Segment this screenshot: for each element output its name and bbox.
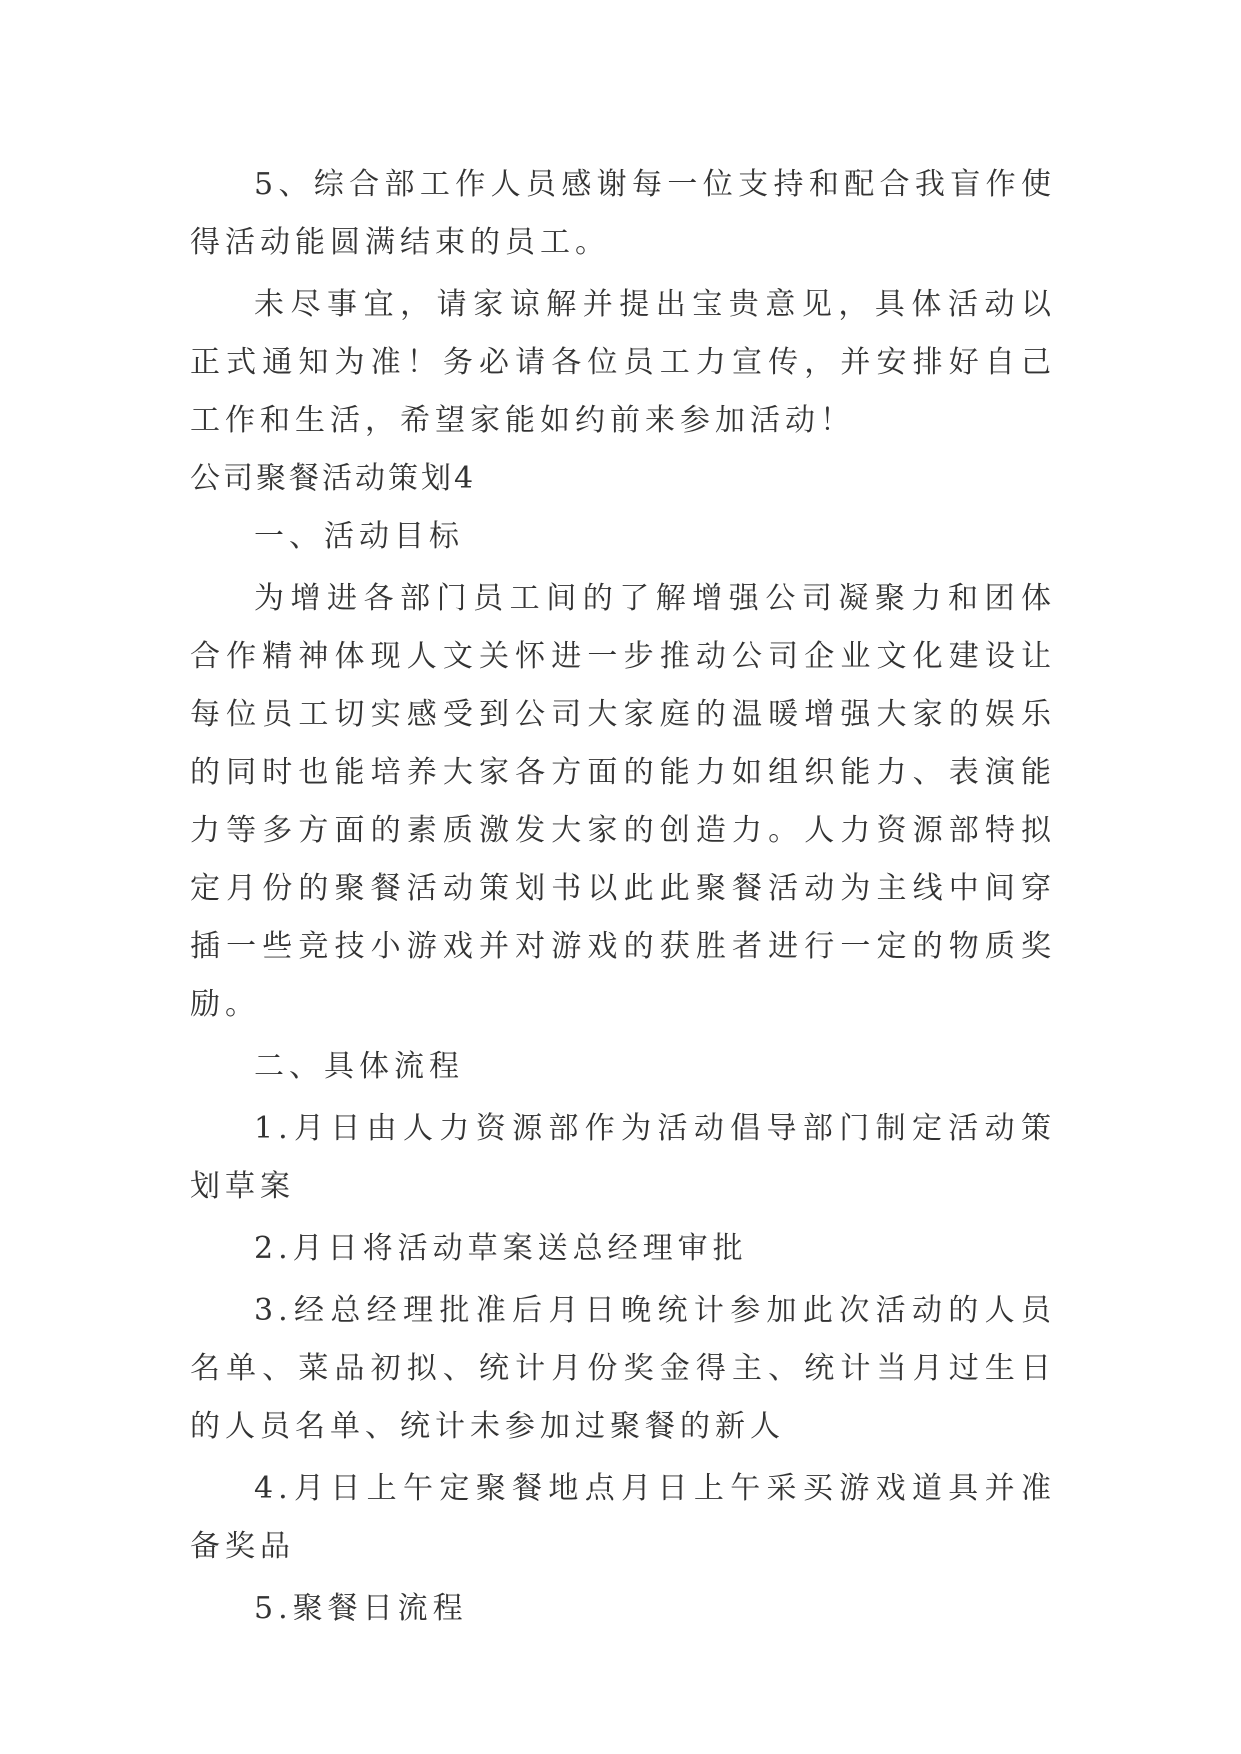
- step-1: 1.月日由人力资源部作为活动倡导部门制定活动策划草案: [190, 1111, 1056, 1204]
- goal-heading: 一、活动目标: [254, 519, 464, 554]
- process-heading: 二、具体流程: [254, 1049, 464, 1084]
- goal-paragraph: 为增进各部门员工间的了解增强公司凝聚力和团体合作精神体现人文关怀进一步推动公司企业文化建设让每位员工切实感受到公司大家庭的温暖增强大家的娱乐的同时也能培养大家各方面的能力如组织能力、表演能力等多方面的素质激发大家的创造力。人力资源部特拟定月份的聚餐活动策划书以此此聚餐活动为主线中间穿插一些竞技小游戏并对游戏的获胜者进行一定的物质奖励。: [190, 581, 1056, 1022]
- section-title: 公司聚餐活动策划4: [190, 461, 477, 496]
- step-4: 4.月日上午定聚餐地点月日上午采买游戏道具并准备奖品: [190, 1471, 1056, 1564]
- step-2: 2.月日将活动草案送总经理审批: [254, 1231, 748, 1266]
- step-3: 3.经总经理批准后月日晚统计参加此次活动的人员名单、菜品初拟、统计月份奖金得主、统计当月过生日的人员名单、统计未参加过聚餐的新人: [190, 1293, 1056, 1444]
- document-body: [190, 156, 1056, 1638]
- paragraph-thanks: 5、综合部工作人员感谢每一位支持和配合我盲作使得活动能圆满结束的员工。: [190, 167, 1056, 260]
- step-5: 5.聚餐日流程: [254, 1591, 468, 1626]
- paragraph-notice: 未尽事宜，请家谅解并提出宝贵意见，具体活动以正式通知为准！务必请各位员工力宣传，并安排好自己工作和生活，希望家能如约前来参加活动！: [190, 287, 1056, 438]
